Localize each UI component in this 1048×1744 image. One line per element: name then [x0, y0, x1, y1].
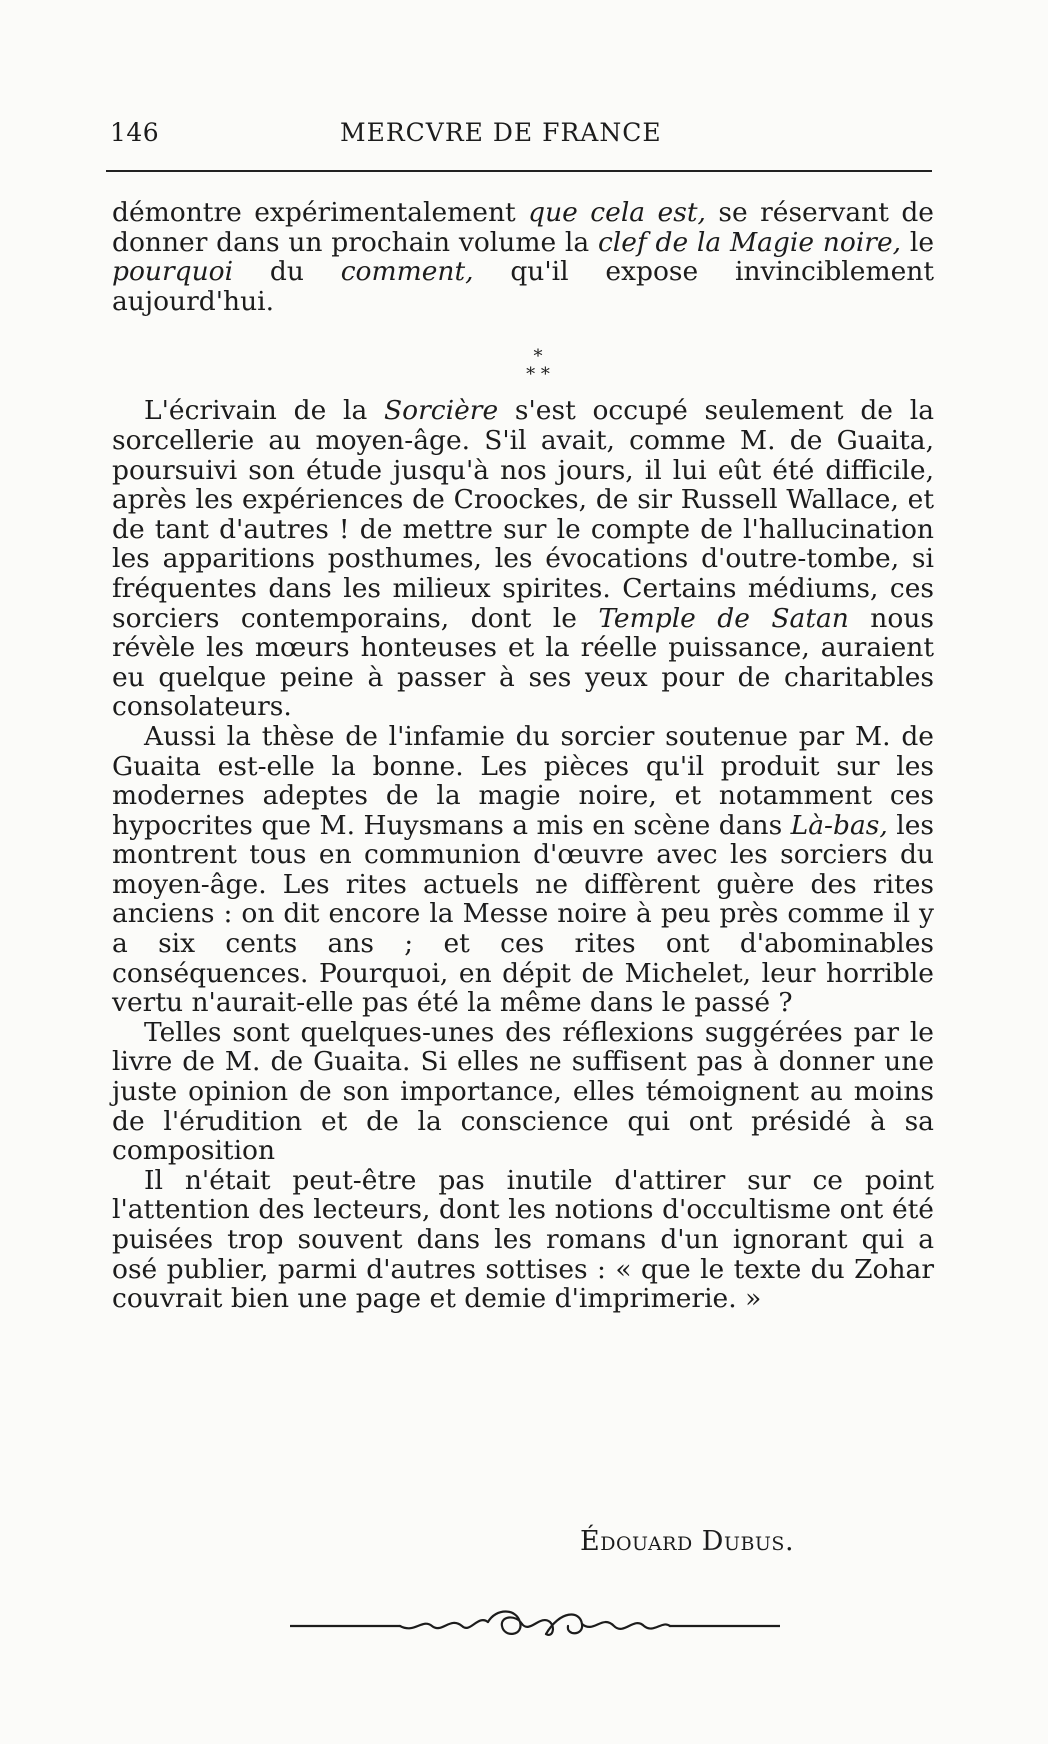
paragraph: Aussi la thèse de l'infamie du sorcier soutenue par M. de Guaita est-elle la bonne. Les pièces qu'il produit sur les modernes adeptes de la magie noire, et notamment ces hypocrites que M. Huysmans a mis en scène dans Là-bas, les montrent tous en communion d'œuvre avec les sorciers du moyen-âge. Les rites actuels ne diffèrent guère des rites anciens : on dit encore la Messe noire à peu près comme il y a six cents ans ; et ces rites ont d'abominables conséquences. Pourquoi, en dépit de Michelet, leur horrible vertu n'aurait-elle pas été la même dans le passé ?	[112, 720, 934, 1019]
scroll-flourish-icon	[290, 1600, 780, 1650]
asterism: * * *	[526, 346, 550, 386]
paragraph: Il n'était peut-être pas inutile d'attirer sur ce point l'attention des lecteurs, dont les notions d'occultisme ont été puisées trop souvent dans les romans d'un ignorant qui a osé publier, parmi d'autres sottises : « que le texte du Zohar couvrait bien une page et demie d'imprimerie. »	[112, 1164, 934, 1315]
article-text	[112, 198, 934, 1314]
paragraph: L'écrivain de la Sorcière s'est occupé seulement de la sorcellerie au moyen-âge. S'il avait, comme M. de Guaita, poursuivi son étude jusqu'à nos jours, il lui eût été difficile, après les expériences de Croockes, de sir Russell Wallace, et de tant d'autres ! de mettre sur le compte de l'hallucination les apparitions posthumes, les évocations d'outre-tombe, si fréquentes dans les milieux spirites. Certains médiums, ces sorciers contemporains, dont le Temple de Satan nous révèle les mœurs honteuses et la réelle puissance, auraient eu quelque peine à passer à ses yeux pour de charitables consolateurs.	[112, 395, 934, 723]
paragraph: démontre expérimentalement que cela est, se réservant de donner dans un prochain volume la clef de la Magie noire, le pourquoi du comment, qu'il expose invinciblement aujourd'hui.	[112, 197, 935, 317]
running-title: MERCVRE DE FRANCE	[340, 118, 662, 147]
header-rule	[106, 170, 932, 172]
paragraph: Telles sont quelques-unes des réflexions suggérées par le livre de M. de Guaita. Si elles ne suffisent pas à donner une juste opinion de son importance, elles témoignent au moins de l'érudition et de la conscience qui ont présidé à sa composition	[112, 1016, 934, 1167]
author-signature: Édouard Dubus.	[580, 1526, 795, 1557]
running-header	[110, 118, 930, 158]
page-number: 146	[110, 118, 160, 147]
